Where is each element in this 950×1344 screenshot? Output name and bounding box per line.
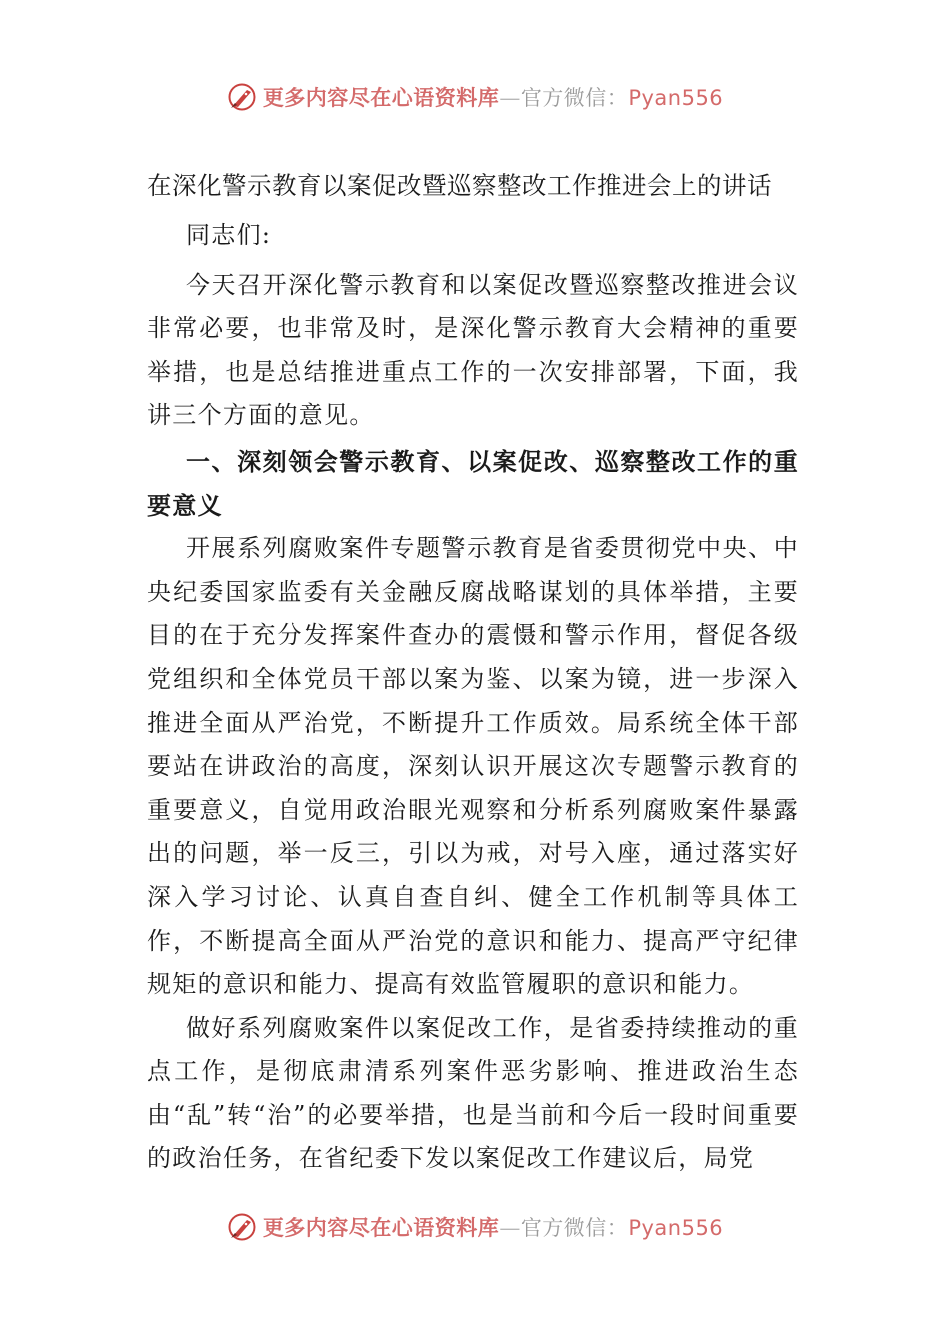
watermark-footer: [0, 1212, 950, 1242]
watermark-header: [0, 82, 950, 112]
intro-paragraph: 今天召开深化警示教育和以案促改暨巡察整改推进会议非常必要，也非常及时，是深化警示教育大会精神的重要举措，也是总结推进重点工作的一次安排部署，下面，我讲三个方面的意见。: [147, 270, 799, 430]
watermark-wechat-id: Pyan556: [628, 1216, 724, 1240]
body-paragraph-2: 做好系列腐败案件以案促改工作，是省委持续推动的重点工作，是彻底肃清系列案件恶劣影响、推进政治生态由“乱”转“治”的必要举措，也是当前和今后一段时间重要的政治任务，在省纪委下发以案促改工作建议后，局党: [147, 1013, 799, 1173]
watermark-text: [263, 82, 723, 112]
document-title: 在深化警示教育以案促改暨巡察整改工作推进会上的讲话: [147, 171, 772, 200]
watermark-label: 官方微信：: [520, 1216, 629, 1240]
watermark-wechat-id: Pyan556: [628, 86, 724, 110]
pen-nib-logo-icon: [227, 82, 257, 112]
watermark-dash: —: [499, 86, 521, 110]
section-heading-1: 一、深刻领会警示教育、以案促改、巡察整改工作的重要意义: [147, 446, 799, 520]
watermark-brand: 更多内容尽在心语资料库: [262, 85, 500, 110]
greeting: 同志们:: [186, 221, 272, 249]
watermark-text: [263, 1212, 723, 1242]
body-paragraph-1: 开展系列腐败案件专题警示教育是省委贯彻党中央、中央纪委国家监委有关金融反腐战略谋划的具体举措，主要目的在于充分发挥案件查办的震慑和警示作用，督促各级党组织和全体党员干部以案为鉴、以案为镜，进一步深入推进全面从严治党，不断提升工作质效。局系统全体干部要站在讲政治的高度，深刻认识开展这次专题警示教育的重要意义，自觉用政治眼光观察和分析系列腐败案件暴露出的问题，举一反三，引以为戒，对号入座，通过落实好深入学习讨论、认真自查自纠、健全工作机制等具体工作，不断提高全面从严治党的意识和能力、提高严守纪律规矩的意识和能力、提高有效监管履职的意识和能力。: [147, 534, 799, 999]
watermark-dash: —: [499, 1216, 521, 1240]
document-body: [147, 162, 799, 1181]
watermark-label: 官方微信：: [520, 86, 629, 110]
watermark-brand: 更多内容尽在心语资料库: [262, 1215, 500, 1240]
pen-nib-logo-icon: [227, 1212, 257, 1242]
